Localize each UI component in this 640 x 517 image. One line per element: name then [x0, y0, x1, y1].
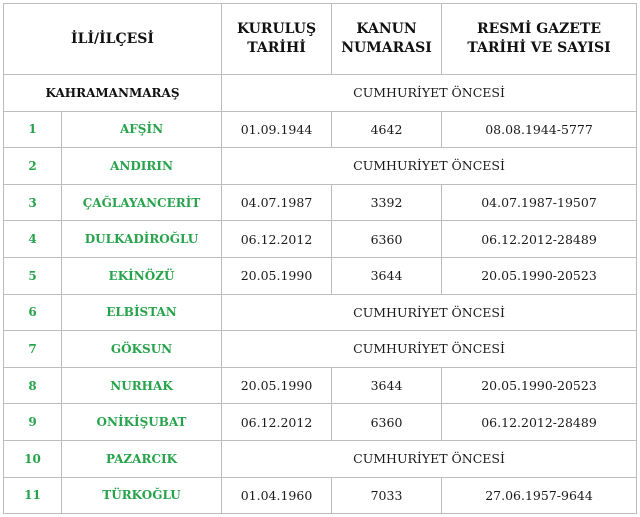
province-note: CUMHURİYET ÖNCESİ — [222, 75, 637, 112]
table-row — [4, 148, 637, 185]
district-number: 2 — [4, 148, 62, 185]
district-law-number: 6360 — [332, 404, 442, 441]
district-name: ONİKİŞUBAT — [62, 404, 222, 441]
district-number: 5 — [4, 257, 62, 294]
district-law-number: 7033 — [332, 477, 442, 514]
district-number: 4 — [4, 221, 62, 258]
district-name: ANDIRIN — [62, 148, 222, 185]
district-founded-date: 06.12.2012 — [222, 404, 332, 441]
district-founded-date: 20.05.1990 — [222, 367, 332, 404]
district-gazette: 06.12.2012-28489 — [442, 221, 637, 258]
table-row — [4, 440, 637, 477]
district-name: TÜRKOĞLU — [62, 477, 222, 514]
district-number: 8 — [4, 367, 62, 404]
table-row — [4, 221, 637, 258]
district-number: 1 — [4, 111, 62, 148]
district-name: GÖKSUN — [62, 331, 222, 368]
header-gazette: RESMİ GAZETE TARİHİ VE SAYISI — [442, 4, 637, 75]
province-name: KAHRAMANMARAŞ — [4, 75, 222, 112]
district-law-number: 3644 — [332, 257, 442, 294]
table-row — [4, 331, 637, 368]
table-header-row — [4, 4, 637, 75]
header-law: KANUN NUMARASI — [332, 4, 442, 75]
table-row — [4, 477, 637, 514]
district-law-number: 3644 — [332, 367, 442, 404]
table-row — [4, 367, 637, 404]
district-number: 9 — [4, 404, 62, 441]
district-founded-date: 01.04.1960 — [222, 477, 332, 514]
district-number: 3 — [4, 184, 62, 221]
district-founded-date: 20.05.1990 — [222, 257, 332, 294]
district-number: 7 — [4, 331, 62, 368]
district-table — [3, 3, 637, 514]
district-name: ÇAĞLAYANCERİT — [62, 184, 222, 221]
table-row — [4, 111, 637, 148]
district-law-number: 4642 — [332, 111, 442, 148]
header-founded: KURULUŞ TARİHİ — [222, 4, 332, 75]
table-row — [4, 294, 637, 331]
district-law-number: 3392 — [332, 184, 442, 221]
district-note: CUMHURİYET ÖNCESİ — [222, 440, 637, 477]
district-name: EKİNÖZÜ — [62, 257, 222, 294]
district-founded-date: 04.07.1987 — [222, 184, 332, 221]
province-row — [4, 75, 637, 112]
table-row — [4, 257, 637, 294]
district-gazette: 08.08.1944-5777 — [442, 111, 637, 148]
district-number: 11 — [4, 477, 62, 514]
table-row — [4, 404, 637, 441]
district-name: AFŞİN — [62, 111, 222, 148]
district-law-number: 6360 — [332, 221, 442, 258]
district-number: 10 — [4, 440, 62, 477]
district-gazette: 04.07.1987-19507 — [442, 184, 637, 221]
district-founded-date: 01.09.1944 — [222, 111, 332, 148]
header-name: İLİ/İLÇESİ — [4, 4, 222, 75]
district-gazette: 06.12.2012-28489 — [442, 404, 637, 441]
district-note: CUMHURİYET ÖNCESİ — [222, 331, 637, 368]
district-gazette: 27.06.1957-9644 — [442, 477, 637, 514]
district-name: PAZARCIK — [62, 440, 222, 477]
district-name: ELBİSTAN — [62, 294, 222, 331]
district-founded-date: 06.12.2012 — [222, 221, 332, 258]
district-note: CUMHURİYET ÖNCESİ — [222, 148, 637, 185]
district-name: DULKADİROĞLU — [62, 221, 222, 258]
district-number: 6 — [4, 294, 62, 331]
district-table-container — [3, 3, 636, 514]
district-note: CUMHURİYET ÖNCESİ — [222, 294, 637, 331]
table-row — [4, 184, 637, 221]
district-name: NURHAK — [62, 367, 222, 404]
district-gazette: 20.05.1990-20523 — [442, 257, 637, 294]
district-gazette: 20.05.1990-20523 — [442, 367, 637, 404]
